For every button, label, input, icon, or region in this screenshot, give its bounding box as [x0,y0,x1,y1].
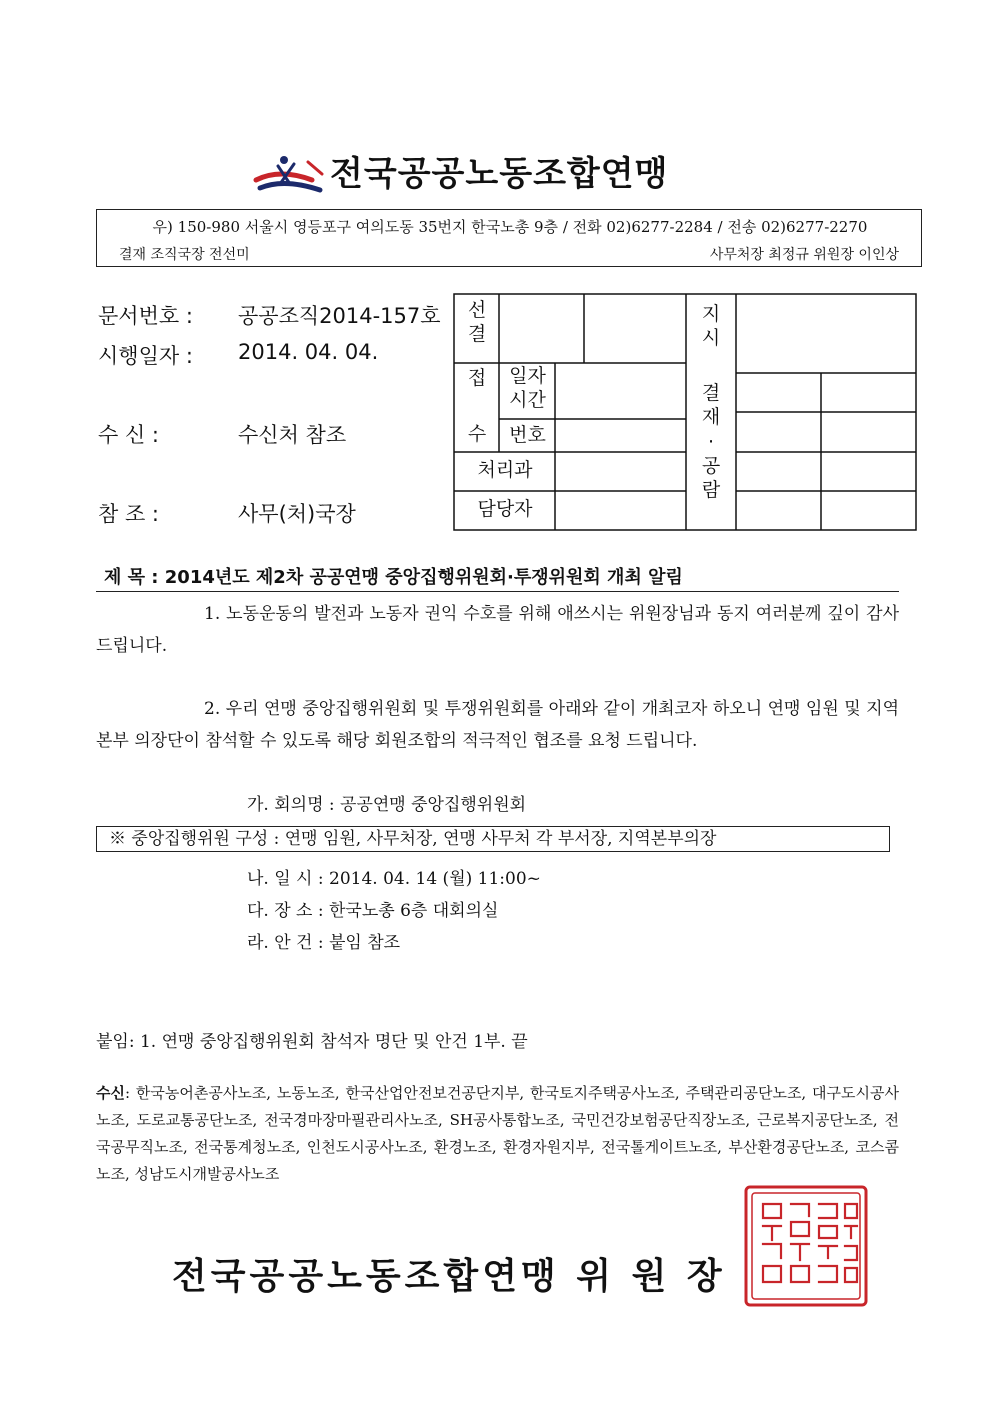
recipients-text: : 한국농어촌공사노조, 노동노조, 한국산업안전보건공단지부, 한국토지주택공사노조, 주택관리공단노조, 대구도시공사노조, 도로교통공단노조, 전국경마장마필관리사노조, SH공사통합노조, 국민건강보험공단직장노조, 근로복지공단노조, 전국공무직노조, 전국통계청노조, 인천도시공사노조, 환경노조, 환경자원지부, 전국톨게이트노조, 부산환경공단노조, 코스콤노조, 성남도시개발공사노조 [96,1084,899,1183]
doc-date-label: 시행일자 : [98,344,193,368]
doc-date-value: 2014. 04. 04. [238,340,379,364]
meeting-datetime: 나. 일 시 : 2014. 04. 14 (월) 11:00~ [247,869,541,889]
recipient-value: 수신처 참조 [238,423,347,447]
grid-jeop: 접 [467,367,487,389]
subject-divider [96,591,899,592]
paragraph-2 [96,693,899,757]
paragraph-1-text: 1. 노동운동의 발전과 노동자 권익 수호를 위해 애쓰시는 위원장님과 동지 여러분께 깊이 감사드립니다. [96,604,899,656]
grid-approval-review: 결 재 · 공 람 [701,382,721,502]
doc-number-value: 공공조직2014-157호 [238,304,441,328]
grid-person-in-charge: 담당자 [477,498,533,520]
recipients-list [96,1080,899,1188]
grid-seon-gyeol: 선 결 [467,299,487,345]
meeting-place: 다. 장 소 : 한국노총 6층 대회의실 [247,901,499,921]
address-line: 우) 150-980 서울시 영등포구 여의도동 35번지 한국노총 9층 / 전화 02)6277-2284 / 전송 02)6277-2270 [152,218,868,236]
official-seal [743,1184,869,1308]
paragraph-2-text: 2. 우리 연맹 중앙집행위원회 및 투쟁위원회를 아래와 같이 개최코자 하오니 연맹 임원 및 지역본부 의장단이 참석할 수 있도록 해당 회원조합의 적극적인 협조를 요청 드립니다. [96,699,899,751]
org-title: 전국공공노동조합연맹 [330,154,669,194]
meeting-agenda: 라. 안 건 : 붙임 참조 [247,933,401,953]
recipient-label: 수 신 : [98,423,159,447]
grid-ji-si: 지 시 [701,303,721,349]
grid-processing-dept: 처리과 [477,459,533,481]
approval-left: 결재 조직국장 전선미 [119,247,250,263]
doc-number-label: 문서번호 : [98,304,193,328]
approval-right: 사무처장 최정규 위원장 이인상 [709,247,899,263]
meeting-name: 가. 회의명 : 공공연맹 중앙집행위원회 [247,795,527,815]
grid-date-time: 일자 시간 [509,365,546,411]
grid-su: 수 [467,423,487,445]
paragraph-1 [96,598,899,662]
approval-grid [453,293,917,531]
signature-line: 전국공공노동조합연맹 위 원 장 [172,1256,726,1297]
reference-label: 참 조 : [98,502,159,526]
grid-number: 번호 [509,424,546,446]
reference-value: 사무(처)국장 [238,502,356,526]
address-box [96,209,922,267]
attachment-line: 붙임: 1. 연맹 중앙집행위원회 참석자 명단 및 안건 1부. 끝 [96,1032,528,1052]
federation-logo [250,150,330,196]
committee-note: ※ 중앙집행위원 구성 : 연맹 임원, 사무처장, 연맹 사무처 각 부서장, 지역본부의장 [96,826,890,852]
recipients-label: 수신 [96,1084,125,1102]
subject-line: 제 목 : 2014년도 제2차 공공연맹 중앙집행위원회·투쟁위원회 개최 알림 [104,567,683,588]
